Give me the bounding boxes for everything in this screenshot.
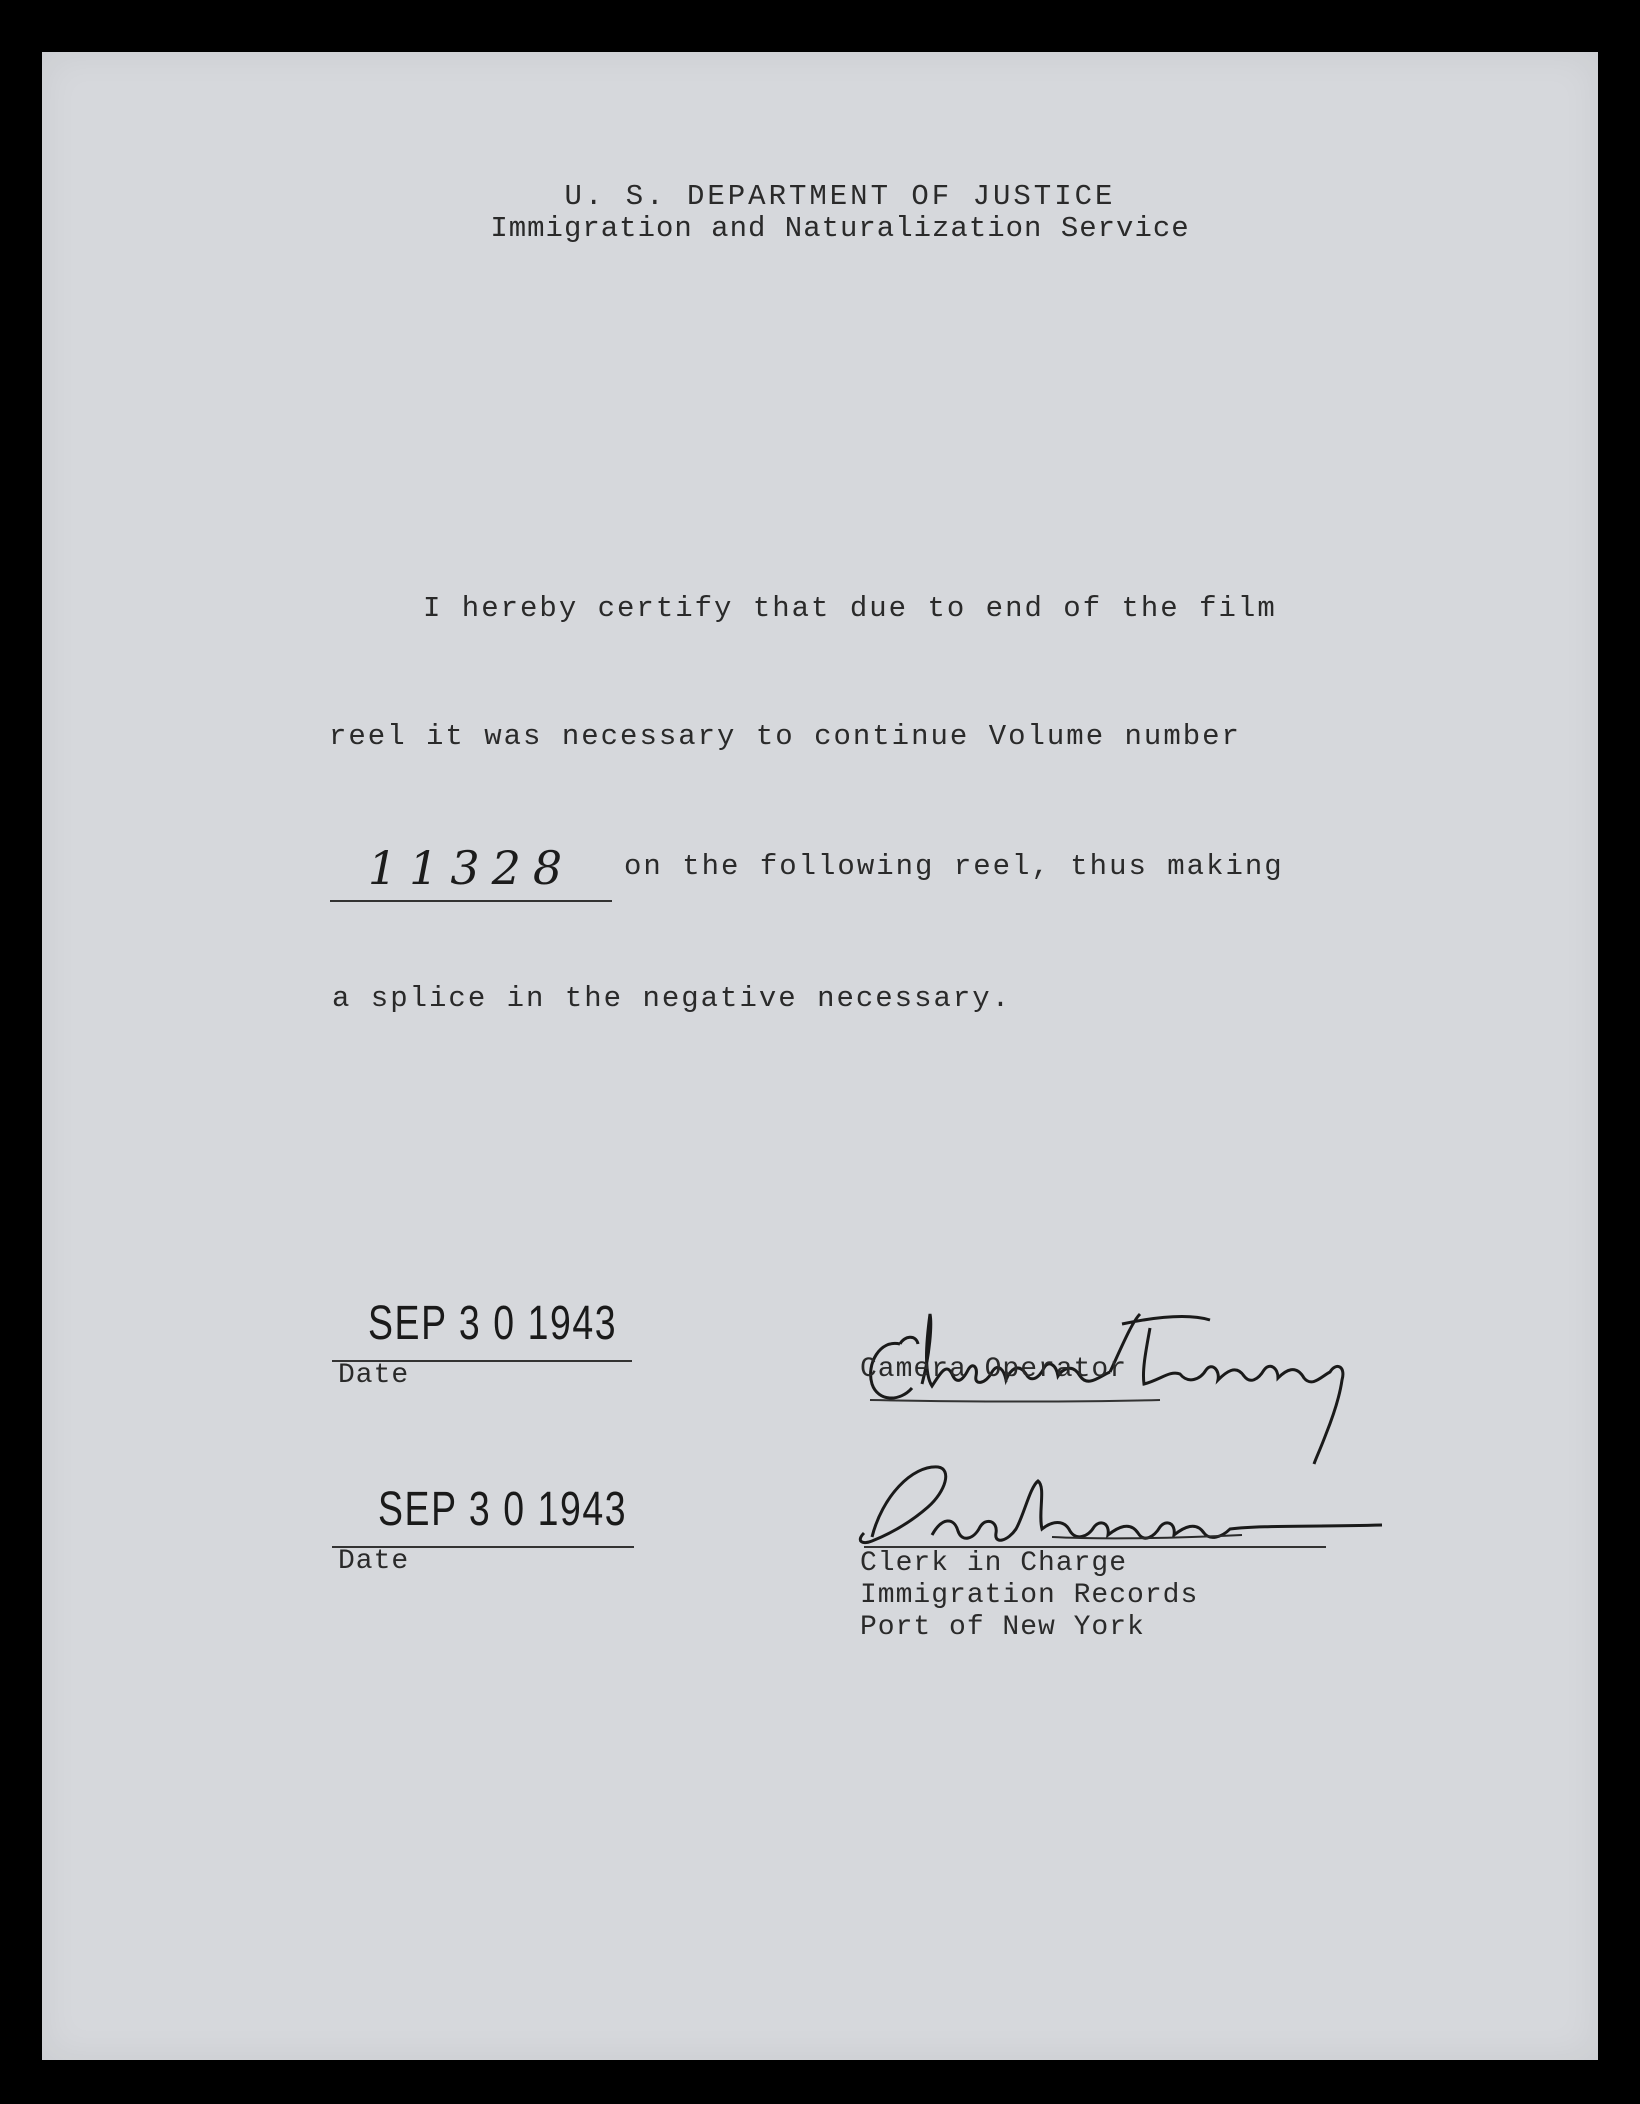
date-stamp-2: SEP 3 0 1943	[378, 1483, 628, 1536]
date-label-1: Date	[338, 1360, 410, 1391]
clerk-title-line-3: Port of New York	[860, 1612, 1145, 1643]
volume-number-handwritten: 11328	[330, 836, 612, 902]
certification-line-3: on the following reel, thus making	[624, 850, 1284, 883]
camera-operator-label: Camera Operator	[860, 1354, 1128, 1385]
certification-line-2: reel it was necessary to continue Volume number	[329, 720, 1241, 753]
certification-line-1: I hereby certify that due to end of the film	[423, 592, 1277, 625]
document-page	[42, 52, 1598, 2060]
date-label-2: Date	[338, 1546, 410, 1577]
clerk-title-line-1: Clerk in Charge	[860, 1548, 1128, 1579]
certification-line-4: a splice in the negative necessary.	[332, 982, 1012, 1015]
clerk-title-line-2: Immigration Records	[860, 1580, 1199, 1611]
date-stamp-1: SEP 3 0 1943	[368, 1297, 618, 1350]
service-subheading: Immigration and Naturalization Service	[490, 212, 1190, 245]
department-heading: U. S. DEPARTMENT OF JUSTICE	[564, 180, 1116, 213]
